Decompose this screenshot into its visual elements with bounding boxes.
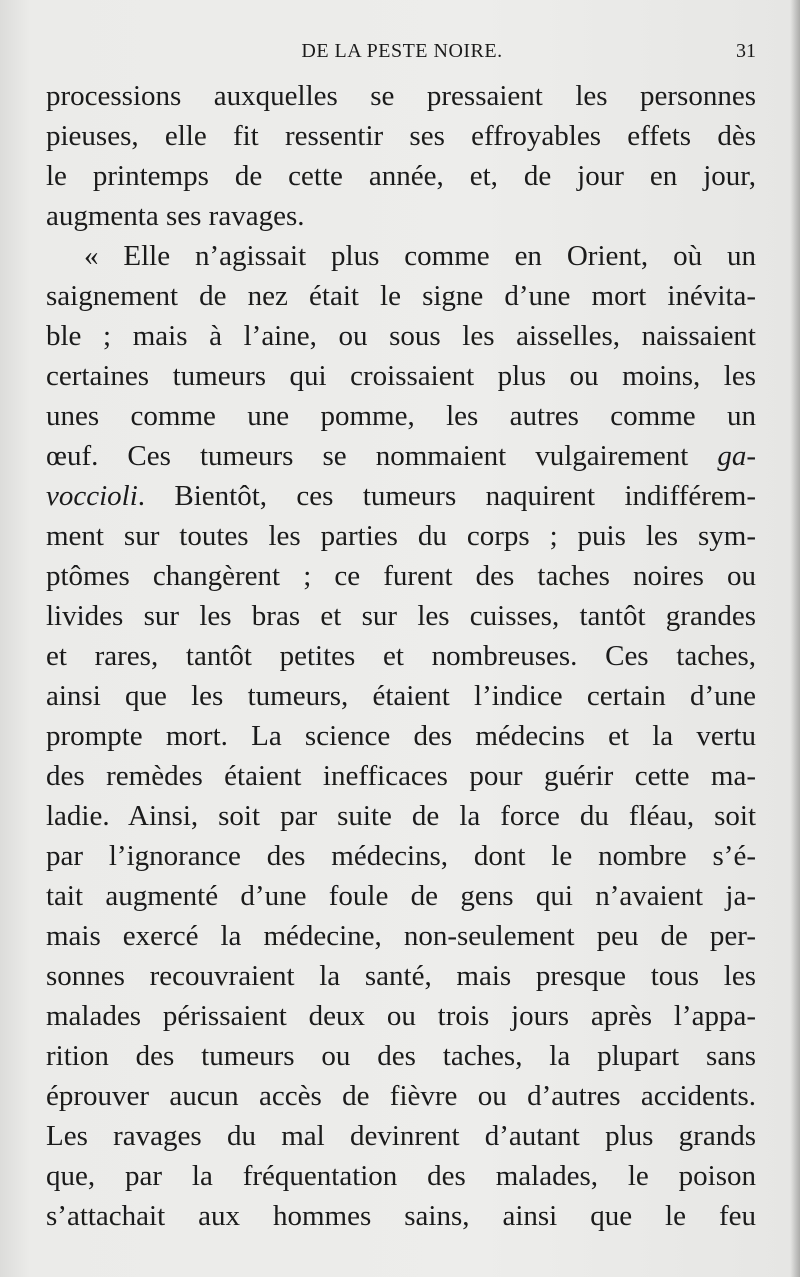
text-line: livides sur les bras et sur les cuisses, tantôt grandes [46,600,756,632]
italic-term: voccioli [46,480,138,512]
text-line: rition des tumeurs ou des taches, la plupart sans [46,1040,756,1072]
text-line: ment sur toutes les parties du corps ; puis les sym- [46,520,756,552]
text-line: des remèdes étaient inefficaces pour guérir cette ma- [46,760,756,792]
text-line: ainsi que les tumeurs, étaient l’indice certain d’une [46,680,756,712]
running-title: DE LA PESTE NOIRE. [301,40,503,62]
text-line: malades périssaient deux ou trois jours après l’appa- [46,1000,756,1032]
text-line: certaines tumeurs qui croissaient plus ou moins, les [46,360,756,392]
text-line: et rares, tantôt petites et nombreuses. Ces taches, [46,640,756,672]
text-line: ptômes changèrent ; ce furent des taches noires ou [46,560,756,592]
text-segment: œuf. Ces tumeurs se nommaient vulgairement [46,440,689,472]
text-line [46,476,756,516]
page-number: 31 [736,40,756,62]
text-line: sonnes recouvraient la santé, mais presque tous les [46,960,756,992]
text-line: mais exercé la médecine, non-seulement peu de per- [46,920,756,952]
text-line [46,436,756,476]
italic-term: ga- [717,440,756,472]
text-line: ladie. Ainsi, soit par suite de la force du fléau, soit [46,800,756,832]
text-line: ble ; mais à l’aine, ou sous les aisselles, naissaient [46,320,756,352]
text-line: le printemps de cette année, et, de jour en jour, [46,160,756,192]
text-line: s’attachait aux hommes sains, ainsi que le feu [46,1200,756,1232]
text-line: que, par la fréquentation des malades, le poison [46,1160,756,1192]
text-line: pieuses, elle fit ressentir ses effroyables effets dès [46,120,756,152]
text-line: prompte mort. La science des médecins et la vertu [46,720,756,752]
running-head [48,40,756,66]
text-line: processions auxquelles se pressaient les personnes [46,80,756,112]
page-edge-shadow [790,0,800,1277]
text-line: par l’ignorance des médecins, dont le nombre s’é- [46,840,756,872]
text-line: tait augmenté d’une foule de gens qui n’avaient ja- [46,880,756,912]
text-line: augmenta ses ravages. [46,200,305,232]
text-segment: . Bientôt, ces tumeurs naquirent indifférem- [137,480,756,512]
text-line: « Elle n’agissait plus comme en Orient, où un [84,240,756,272]
text-line: unes comme une pomme, les autres comme un [46,400,756,432]
text-line: Les ravages du mal devinrent d’autant plus grands [46,1120,756,1152]
body-text [46,76,756,1236]
text-line: éprouver aucun accès de fièvre ou d’autres accidents. [46,1080,756,1112]
text-line: saignement de nez était le signe d’une mort inévita- [46,280,756,312]
